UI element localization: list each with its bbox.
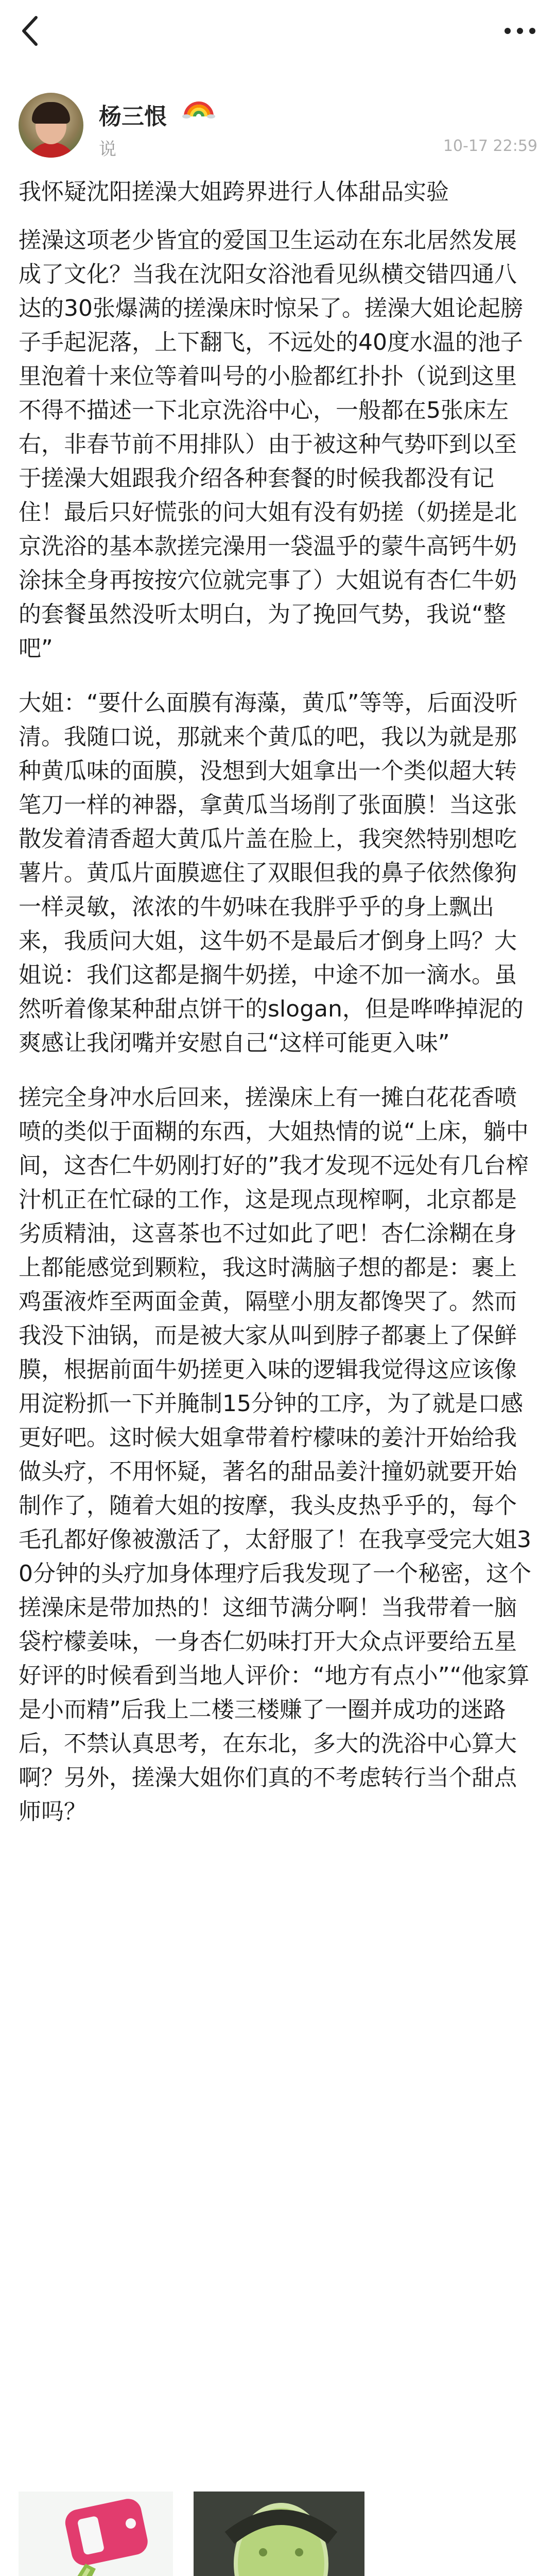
post-paragraph: 搓澡这项老少皆宜的爱国卫生运动在东北居然发展成了文化？当我在沈阳女浴池看见纵横交错四通八达的30张爆满的搓澡床时惊呆了。搓澡大姐论起膀子手起泥落，上下翻飞，不远处的40度水温的池子里泡着十来位等着叫号的小脸都红扑扑（说到这里不得不描述一下北京洗浴中心，一般都在5张床左右，非春节前不用排队）由于被这种气势吓到以至于搓澡大姐跟我介绍各种套餐的时候我都没有记住！最后只好慌张的问大姐有没有奶搓（奶搓是北京洗浴的基本款搓完澡用一袋温乎的蒙牛高钙牛奶涂抹全身再按按穴位就完事了）大姐说有杏仁牛奶的套餐虽然没听太明白，为了挽回气势，我说“整吧” bbox=[19, 227, 523, 662]
post-paragraph: 搓完全身冲水后回来，搓澡床上有一摊白花花香喷喷的类似于面糊的东西，大姐热情的说“上床，躺中间，这杏仁牛奶刚打好的”我才发现不远处有几台榨汁机正在忙碌的工作，这是现点现榨啊，北京都是劣质精油，这喜茶也不过如此了吧！杏仁涂糊在身上都能感觉到颗粒，我这时满脑子想的都是：裹上鸡蛋液炸至两面金黄，隔壁小朋友都馋哭了。然而我没下油锅，而是被大家从叫到脖子都裹上了保鲜膜，根据前面牛奶搓更入味的逻辑我觉得这应该像用淀粉抓一下并腌制15分钟的工序，为了就是口感更好吧。这时候大姐拿带着柠檬味的姜汁开始给我做头疗，不用怀疑，著名的甜品姜汁撞奶就要开始制作了，随着大姐的按摩，我头皮热乎乎的，每个毛孔都好像被激活了，太舒服了！在我享受完大姐30分钟的头疗加身体理疗后我发现了一个秘密，这个搓澡床是带加热的！这细节满分啊！当我带着一脑袋柠檬姜味，一身杏仁奶味打开大众点评要给五星好评的时候看到当地人评价：“地方有点小”“他家算是小而精”后我上二楼三楼赚了一圈并成功的迷路后，不禁认真思考，在东北，多大的洗浴中心算大啊？另外，搓澡大姐你们真的不考虑转行当个甜点师吗？ bbox=[19, 1084, 531, 1825]
top-navigation-bar bbox=[0, 0, 556, 62]
more-horizontal-icon[interactable] bbox=[499, 15, 541, 46]
rainbow-icon bbox=[182, 96, 215, 118]
post-timestamp: 10-17 22:59 bbox=[443, 137, 537, 155]
image-thumbnail-slicer[interactable] bbox=[19, 2492, 173, 2576]
cucumber-slicer-illustration bbox=[19, 2492, 173, 2576]
image-gallery bbox=[19, 2492, 537, 2576]
image-thumbnail-face-mask[interactable] bbox=[194, 2492, 364, 2576]
avatar[interactable] bbox=[19, 93, 83, 158]
post-title: 我怀疑沈阳搓澡大姐跨界进行人体甜品实验 bbox=[19, 179, 449, 205]
post-paragraph: 大姐：“要什么面膜有海藻，黄瓜”等等，后面没听清。我随口说，那就来个黄瓜的吧，我以为就是那种黄瓜味的面膜，没想到大姐拿出一个类似超大转笔刀一样的神器，拿黄瓜当场削了张面膜！当这张散发着清香超大黄瓜片盖在脸上，我突然特别想吃薯片。黄瓜片面膜遮住了双眼但我的鼻子依然像狗一样灵敏，浓浓的牛奶味在我胖乎乎的身上飘出来，我质问大姐，这牛奶不是最后才倒身上吗？大姐说：我们这都是搁牛奶搓，中途不加一滴水。虽然听着像某种甜点饼干的slogan，但是哗哗掉泥的爽感让我闭嘴并安慰自己“这样可能更入味” bbox=[19, 690, 524, 1056]
post-body bbox=[19, 175, 537, 1850]
chevron-left-icon[interactable] bbox=[15, 12, 46, 49]
author-row bbox=[19, 93, 537, 165]
cucumber-face-mask-illustration bbox=[194, 2492, 364, 2576]
author-action-label: 说 bbox=[99, 139, 116, 160]
author-name[interactable]: 杨三恨 bbox=[99, 104, 167, 130]
